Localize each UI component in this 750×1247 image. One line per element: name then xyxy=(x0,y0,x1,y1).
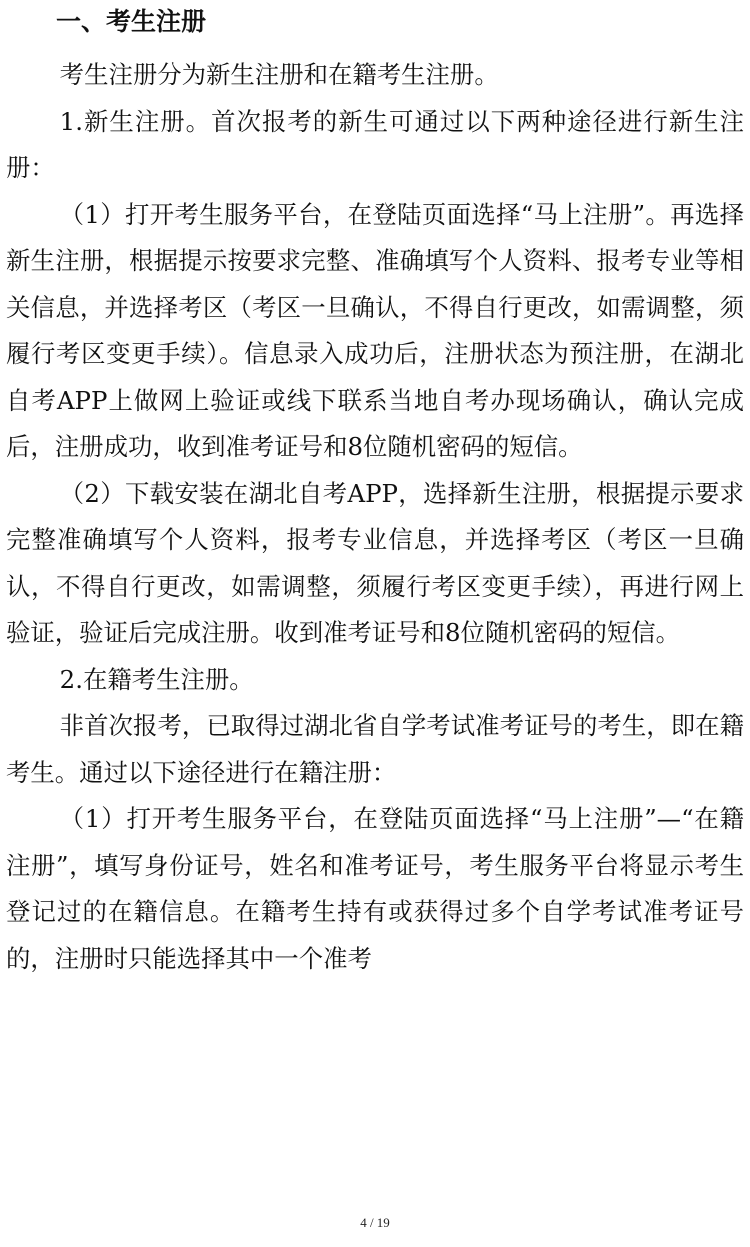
paragraph-new-student-method-1: （1）打开考生服务平台，在登陆页面选择“马上注册”。再选择新生注册，根据提示按要求完整、准确填写个人资料、报考专业等相关信息，并选择考区（考区一旦确认，不得自行更改，如需调整，须履行考区变更手续）。信息录入成功后，注册状态为预注册，在湖北自考APP上做网上验证或线下联系当地自考办现场确认，确认完成后，注册成功，收到准考证号和8位随机密码的短信。 xyxy=(6,199,744,461)
paragraph-enrolled-student: 2.在籍考生注册。 xyxy=(59,664,254,694)
paragraph-new-student: 1.新生注册。首次报考的新生可通过以下两种途径进行新生注册： xyxy=(6,106,744,182)
paragraph-intro: 考生注册分为新生注册和在籍考生注册。 xyxy=(59,60,499,89)
section-heading: 一、考生注册 xyxy=(56,7,207,36)
page-number: 4 / 19 xyxy=(360,1215,390,1230)
paragraph-enrolled-method-1: （1）打开考生服务平台，在登陆页面选择“马上注册”—“在籍注册”，填写身份证号，姓名和准考证号，考生服务平台将显示考生登记过的在籍信息。在籍考生持有或获得过多个自学考试准考证号的，注册时只能选择其中一个准考 xyxy=(6,804,744,973)
body-text xyxy=(6,52,744,982)
paragraph-enrolled-definition: 非首次报考，已取得过湖北省自学考试准考证号的考生，即在籍考生。通过以下途径进行在籍注册： xyxy=(6,711,744,787)
paragraph-new-student-method-2: （2）下载安装在湖北自考APP，选择新生注册，根据提示要求完整准确填写个人资料，报考专业信息，并选择考区（考区一旦确认，不得自行更改，如需调整，须履行考区变更手续），再进行网上验证，验证后完成注册。收到准考证号和8位随机密码的短信。 xyxy=(6,478,744,647)
